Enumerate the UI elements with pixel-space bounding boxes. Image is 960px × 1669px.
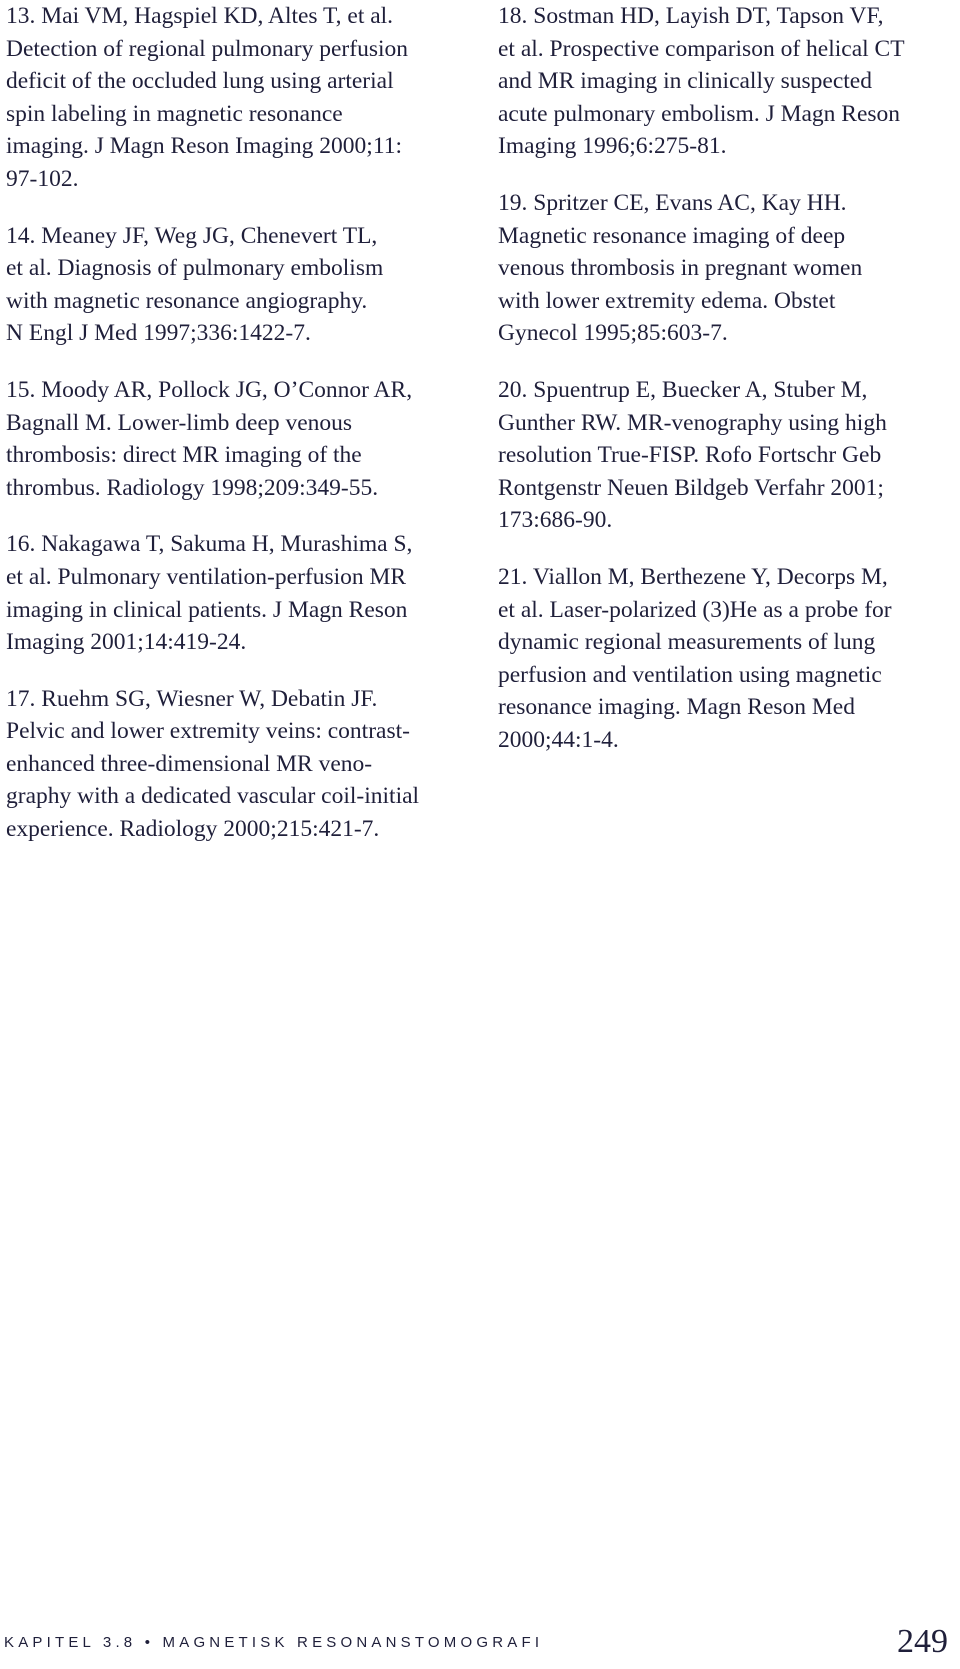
reference-line: 21. Viallon M, Berthezene Y, Decorps M,	[498, 563, 888, 590]
reference-line: enhanced three-dimensional MR veno-	[6, 750, 373, 777]
reference-line: et al. Laser-polarized (3)He as a probe for	[498, 596, 892, 623]
reference-line: resolution True-FISP. Rofo Fortschr Geb	[498, 442, 882, 469]
reference-line: Detection of regional pulmonary perfusion	[6, 35, 408, 62]
reference-line: 18. Sostman HD, Layish DT, Tapson VF,	[498, 3, 884, 29]
reference-line: thrombosis: direct MR imaging of the	[6, 442, 362, 469]
reference-entry	[6, 374, 452, 504]
reference-line: Imaging 1996;6:275-81.	[498, 133, 727, 160]
reference-line: Magnetic resonance imaging of deep	[498, 222, 846, 249]
reference-line: 16. Nakagawa T, Sakuma H, Murashima S,	[6, 531, 413, 558]
reference-line: Gunther RW. MR-venography using high	[498, 409, 887, 436]
reference-line: 13. Mai VM, Hagspiel KD, Altes T, et al.	[6, 3, 394, 29]
reference-line: with magnetic resonance angiography.	[6, 287, 368, 314]
page-footer	[4, 1615, 948, 1660]
reference-line: experience. Radiology 2000;215:421-7.	[6, 816, 380, 843]
reference-entry	[498, 187, 944, 350]
reference-line: et al. Diagnosis of pulmonary embolism	[6, 255, 384, 282]
reference-line: Gynecol 1995;85:603-7.	[498, 320, 728, 347]
reference-line: perfusion and ventilation using magnetic	[498, 661, 882, 688]
reference-line: acute pulmonary embolism. J Magn Reson	[498, 100, 901, 127]
reference-line: dynamic regional measurements of lung	[498, 629, 876, 656]
reference-line: N Engl J Med 1997;336:1422-7.	[6, 320, 311, 347]
running-head: KAPITEL 3.8 • MAGNETISK RESONANSTOMOGRAFI	[4, 1634, 544, 1651]
reference-entry	[6, 0, 452, 196]
reference-entry	[498, 0, 944, 163]
reference-line: 20. Spuentrup E, Buecker A, Stuber M,	[498, 376, 868, 403]
reference-column-left	[6, 0, 452, 870]
reference-line: venous thrombosis in pregnant women	[498, 255, 863, 282]
reference-line: 17. Ruehm SG, Wiesner W, Debatin JF.	[6, 685, 378, 712]
reference-entry	[6, 528, 452, 658]
reference-line: 15. Moody AR, Pollock JG, O’Connor AR,	[6, 376, 413, 403]
reference-line: et al. Prospective comparison of helical CT	[498, 35, 905, 62]
reference-line: graphy with a dedicated vascular coil-initial	[6, 783, 420, 810]
reference-line: with lower extremity edema. Obstet	[498, 287, 836, 314]
reference-line: thrombus. Radiology 1998;209:349-55.	[6, 474, 379, 501]
reference-entry	[498, 374, 944, 537]
reference-line: Imaging 2001;14:419-24.	[6, 629, 247, 656]
reference-line: resonance imaging. Magn Reson Med	[498, 694, 855, 721]
reference-entry	[6, 683, 452, 846]
reference-line: 19. Spritzer CE, Evans AC, Kay HH.	[498, 189, 847, 216]
reference-entry	[498, 561, 944, 757]
reference-entry	[6, 220, 452, 350]
page-number: 249	[897, 1623, 948, 1660]
reference-column-right	[498, 0, 944, 780]
reference-line: imaging. J Magn Reson Imaging 2000;11:	[6, 133, 402, 160]
reference-line: 173:686-90.	[498, 507, 613, 534]
reference-line: 2000;44:1-4.	[498, 726, 619, 753]
reference-line: 97-102.	[6, 165, 79, 192]
reference-line: 14. Meaney JF, Weg JG, Chenevert TL,	[6, 222, 378, 249]
reference-line: Rontgenstr Neuen Bildgeb Verfahr 2001;	[498, 474, 884, 501]
reference-line: spin labeling in magnetic resonance	[6, 100, 343, 127]
reference-line: et al. Pulmonary ventilation-perfusion MR	[6, 563, 407, 590]
reference-line: and MR imaging in clinically suspected	[498, 68, 872, 95]
reference-line: imaging in clinical patients. J Magn Reson	[6, 596, 408, 623]
reference-line: Bagnall M. Lower-limb deep venous	[6, 409, 353, 436]
reference-line: deficit of the occluded lung using arterial	[6, 68, 394, 95]
reference-line: Pelvic and lower extremity veins: contrast-	[6, 718, 410, 745]
